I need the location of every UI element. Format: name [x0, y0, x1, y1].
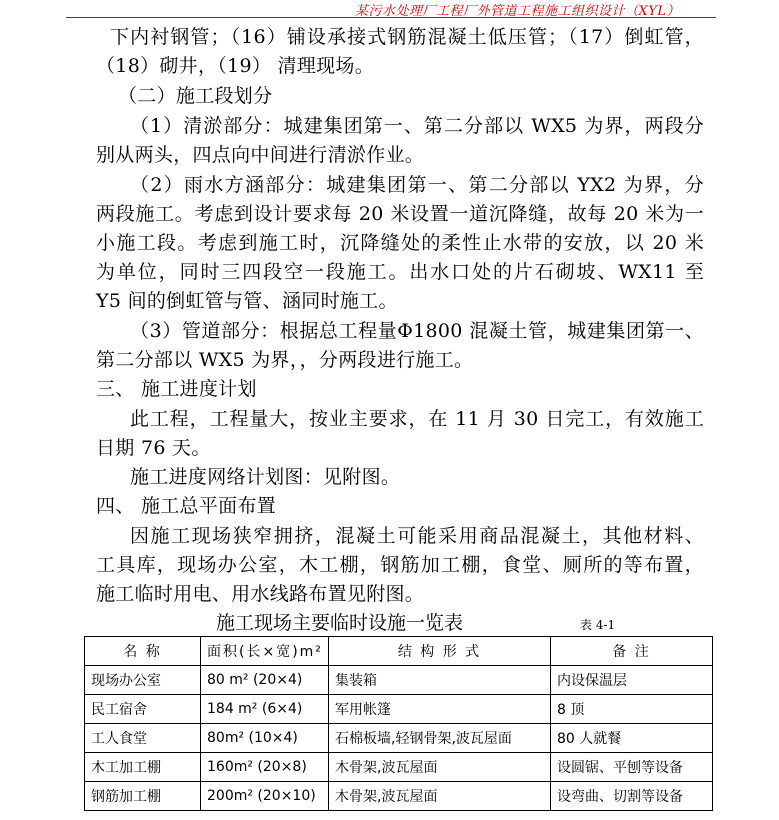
section-heading: （二）施工段划分	[118, 85, 273, 107]
body-line: （18）砌井，（19） 清理现场。	[96, 55, 374, 77]
table-header-row	[85, 637, 713, 666]
table-cell: 184 m² (6×4)	[201, 695, 329, 724]
table-cell: 木骨架,波瓦屋面	[329, 753, 551, 782]
body-line: 施工临时用电、用水线路布置见附图。	[96, 583, 425, 605]
table-row	[85, 695, 713, 724]
table-cell: 80 人就餐	[551, 724, 713, 753]
body-line: 小施工段。考虑到施工时，沉降缝处的柔性止水带的安放，以 20 米	[96, 232, 704, 254]
header-rule	[66, 17, 716, 18]
body-line: 工具库，现场办公室，木工棚，钢筋加工棚，食堂、厕所的等布置，	[96, 554, 704, 576]
table-row	[85, 753, 713, 782]
table-cell: 民工宿舍	[85, 695, 201, 724]
body-line: （1）清淤部分：城建集团第一、第二分部以 WX5 为界，两段分	[130, 115, 704, 137]
column-header-remarks: 备 注	[551, 637, 713, 666]
body-line: 因施工现场狭窄拥挤，混凝土可能采用商品混凝土，其他材料、	[130, 525, 704, 547]
body-line: 为单位，同时三四段空一段施工。出水口处的片石砌坡、WX11 至	[96, 261, 704, 283]
table-cell: 木工加工棚	[85, 753, 201, 782]
table-cell: 石棉板墙,轻钢骨架,波瓦屋面	[329, 724, 551, 753]
table-title: 施工现场主要临时设施一览表	[216, 612, 464, 634]
table-cell: 钢筋加工棚	[85, 782, 201, 811]
table-cell: 设圆锯、平刨等设备	[551, 753, 713, 782]
table-cell: 工人食堂	[85, 724, 201, 753]
section-heading: 四、 施工总平面布置	[96, 495, 277, 517]
column-header-structure: 结 构 形 式	[329, 637, 551, 666]
table-cell: 160m² (20×8)	[201, 753, 329, 782]
body-line: 日期 76 天。	[96, 437, 211, 459]
facilities-table	[84, 636, 713, 811]
table-cell: 设弯曲、切割等设备	[551, 782, 713, 811]
table-cell: 现场办公室	[85, 666, 201, 695]
table-cell: 军用帐篷	[329, 695, 551, 724]
table-cell: 200m² (20×10)	[201, 782, 329, 811]
body-line: （2）雨水方涵部分：城建集团第一、第二分部以 YX2 为界，分	[130, 174, 704, 196]
table-cell: 80 m² (20×4)	[201, 666, 329, 695]
table-cell: 木骨架,波瓦屋面	[329, 782, 551, 811]
table-cell: 内设保温层	[551, 666, 713, 695]
column-header-area: 面积(长×宽)m²	[201, 637, 329, 666]
table-cell: 80m² (10×4)	[201, 724, 329, 753]
column-header-name: 名 称	[85, 637, 201, 666]
body-line: 施工进度网络计划图：见附图。	[130, 466, 401, 488]
table-cell: 集装箱	[329, 666, 551, 695]
body-line: （3）管道部分：根据总工程量Φ1800 混凝土管，城建集团第一、	[130, 320, 704, 342]
body-line: 两段施工。考虑到设计要求每 20 米设置一道沉降缝，故每 20 米为一	[96, 203, 704, 225]
body-line: 别从两头，四点向中间进行清淤作业。	[96, 144, 425, 166]
table-number: 表 4-1	[580, 618, 616, 632]
body-line: 下内衬钢管；（16）铺设承接式钢筋混凝土低压管；（17）倒虹管，	[110, 26, 704, 48]
running-header: 某污水处理厂工程厂外管道工程施工组织设计（XYL）	[355, 4, 680, 19]
table-row	[85, 666, 713, 695]
body-line: Y5 间的倒虹管与管、涵同时施工。	[96, 290, 398, 312]
table-row	[85, 782, 713, 811]
body-line: 此工程，工程量大，按业主要求，在 11 月 30 日完工，有效施工	[130, 408, 704, 430]
table-row	[85, 724, 713, 753]
section-heading: 三、 施工进度计划	[96, 378, 257, 400]
body-line: 第二分部以 WX5 为界，，分两段进行施工。	[96, 349, 474, 371]
table-cell: 8 顶	[551, 695, 713, 724]
